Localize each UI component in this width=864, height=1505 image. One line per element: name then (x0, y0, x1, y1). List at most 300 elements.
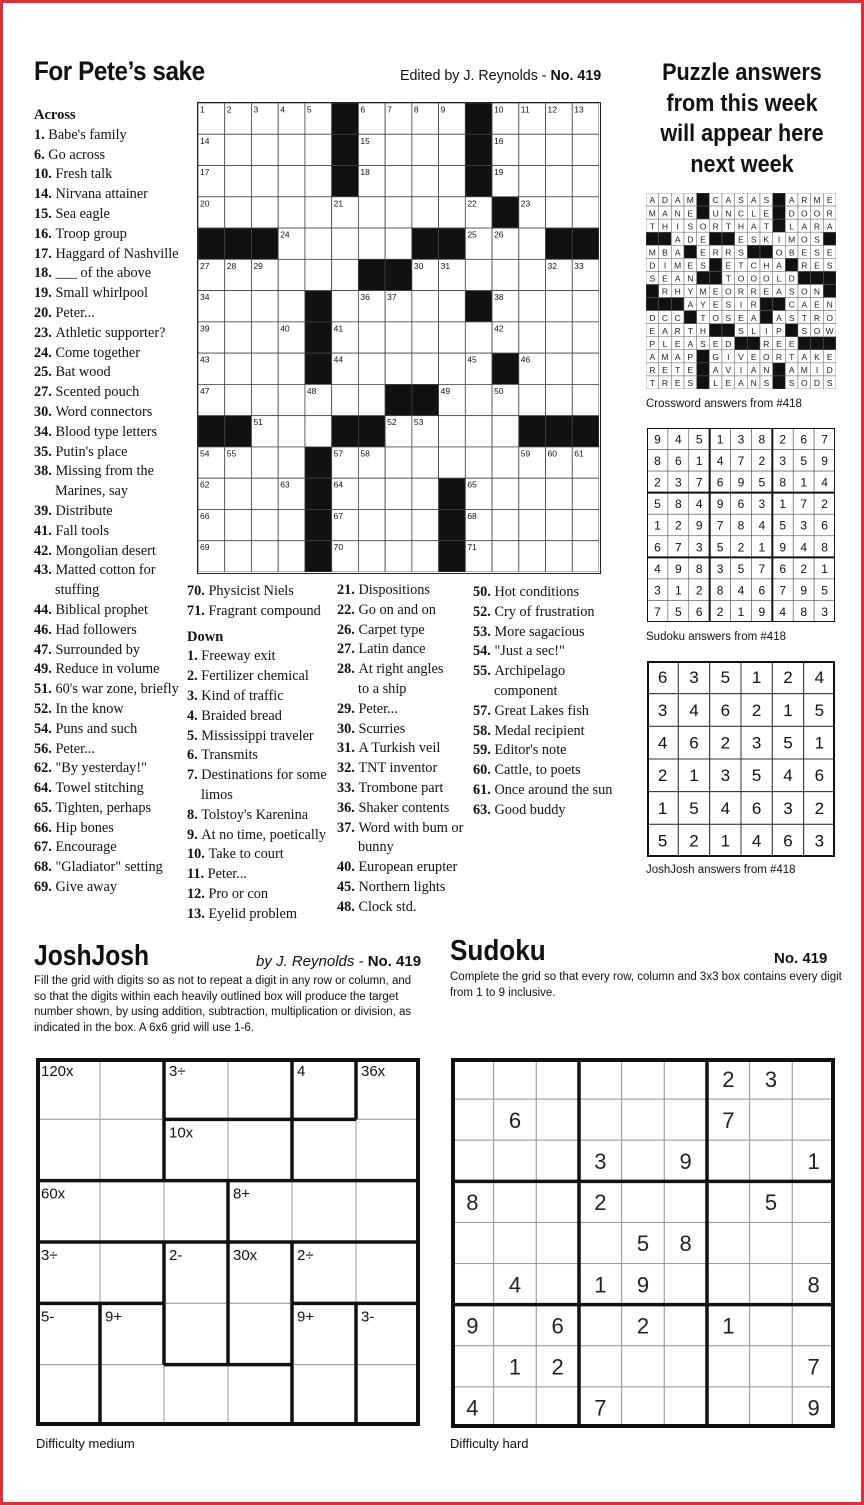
answer-letter: U (712, 208, 719, 219)
joshjosh-cell[interactable] (228, 1365, 292, 1426)
sudoku-cell[interactable] (579, 1305, 622, 1346)
sudoku-cell[interactable] (664, 1181, 707, 1222)
sudoku-answer-digit: 6 (779, 561, 787, 576)
answer-letter: S (763, 378, 770, 389)
answer-letter: D (649, 312, 656, 323)
sudoku-cell[interactable] (707, 1346, 750, 1387)
crossword-cell[interactable] (358, 478, 385, 509)
crossword-cell[interactable] (546, 197, 573, 228)
crossword-cell[interactable] (439, 166, 466, 197)
clue-number: 30. (337, 720, 359, 737)
joshjosh-cell[interactable] (36, 1365, 100, 1426)
answer-letter: E (750, 351, 757, 362)
clue-number: 37. (337, 819, 359, 836)
cell-number: 63 (280, 479, 290, 490)
crossword-cell[interactable] (251, 478, 278, 509)
sudoku-cell[interactable] (451, 1140, 494, 1181)
crossword-cell[interactable] (251, 291, 278, 322)
clue (34, 443, 179, 463)
clue-number: 38. (34, 463, 56, 480)
sudoku-cell[interactable] (579, 1058, 622, 1099)
crossword-cell[interactable] (572, 322, 599, 353)
crossword-cell[interactable] (251, 384, 278, 415)
joshjosh-cell[interactable] (228, 1303, 292, 1364)
crossword-cell[interactable] (439, 416, 466, 447)
sudoku-cell[interactable] (536, 1140, 579, 1181)
crossword-cell[interactable] (465, 259, 492, 290)
crossword-cell[interactable] (465, 384, 492, 415)
crossword-cell[interactable] (251, 447, 278, 478)
crossword-cell[interactable] (572, 509, 599, 540)
across-heading: Across (34, 107, 76, 123)
crossword-cell[interactable] (439, 447, 466, 478)
clue-text: At no time, poetically (201, 826, 326, 843)
crossword-cell[interactable] (332, 384, 359, 415)
crossword-cell[interactable] (225, 197, 252, 228)
sudoku-cell[interactable] (792, 1058, 835, 1099)
sudoku-cell[interactable] (707, 1181, 750, 1222)
clue-continuation: limos (201, 786, 233, 803)
crossword-cell[interactable] (278, 291, 305, 322)
answer-letter: A (662, 325, 668, 336)
crossword-cell[interactable] (519, 478, 546, 509)
clue (337, 739, 463, 759)
answer-letter: A (788, 195, 795, 206)
sudoku-answer-digit: 2 (779, 432, 787, 447)
crossword-cell[interactable] (492, 541, 519, 572)
crossword-cell[interactable] (572, 541, 599, 572)
sudoku-cell[interactable] (622, 1346, 665, 1387)
joshjosh-answer-digit: 2 (720, 733, 731, 753)
joshjosh-cell[interactable] (36, 1119, 100, 1180)
crossword-cell[interactable] (572, 353, 599, 384)
crossword-cell[interactable] (519, 291, 546, 322)
crossword-cell[interactable] (385, 322, 412, 353)
clue-number: 5. (187, 727, 202, 744)
crossword-cell[interactable] (572, 291, 599, 322)
answer-letter: A (662, 208, 668, 219)
sudoku-cell[interactable] (579, 1346, 622, 1387)
sudoku-answer-digit: 9 (716, 497, 724, 512)
joshjosh-cell[interactable] (100, 1365, 164, 1426)
crossword-cell[interactable] (412, 353, 439, 384)
crossword-cell[interactable] (278, 134, 305, 165)
crossword-cell[interactable] (492, 447, 519, 478)
crossword-cell[interactable] (546, 166, 573, 197)
crossword-cell[interactable] (546, 291, 573, 322)
crossword-cell[interactable] (278, 197, 305, 228)
crossword-cell[interactable] (412, 322, 439, 353)
crossword-cell[interactable] (519, 228, 546, 259)
crossword-cell[interactable] (519, 509, 546, 540)
crossword-cell[interactable] (225, 509, 252, 540)
answer-letter: M (686, 195, 694, 206)
crossword-cell[interactable] (412, 447, 439, 478)
crossword-cell[interactable] (358, 353, 385, 384)
sudoku-given-digit: 1 (722, 1313, 735, 1339)
sudoku-cell[interactable] (750, 1222, 793, 1263)
answer-letter: A (687, 299, 694, 310)
sudoku-given-digit: 2 (551, 1354, 564, 1380)
sudoku-answer-digit: 2 (674, 518, 682, 533)
joshjosh-cell[interactable] (164, 1365, 228, 1426)
crossword-cell[interactable] (278, 353, 305, 384)
clue-column-3 (337, 581, 463, 918)
sudoku-answer-digit: 9 (821, 454, 828, 469)
crossword-cell[interactable] (251, 353, 278, 384)
crossword-cell[interactable] (358, 322, 385, 353)
sudoku-given-digit: 8 (466, 1190, 479, 1216)
joshjosh-cell[interactable] (100, 1181, 164, 1242)
clue (34, 700, 179, 720)
cell-number: 38 (494, 292, 504, 303)
crossword-cell[interactable] (358, 228, 385, 259)
crossword-cell[interactable] (251, 197, 278, 228)
sudoku-cell[interactable] (494, 1058, 537, 1099)
sudoku-cell[interactable] (792, 1305, 835, 1346)
sudoku-cell[interactable] (750, 1099, 793, 1140)
crossword-cell[interactable] (278, 541, 305, 572)
crossword-cell[interactable] (278, 166, 305, 197)
crossword-cell[interactable] (412, 134, 439, 165)
crossword-cell[interactable] (225, 166, 252, 197)
crossword-cell[interactable] (251, 509, 278, 540)
black-square (412, 384, 439, 415)
cell-number: 13 (574, 104, 584, 115)
crossword-cell[interactable] (519, 166, 546, 197)
sudoku-cell[interactable] (494, 1305, 537, 1346)
cell-number: 44 (333, 354, 344, 365)
crossword-cell[interactable] (225, 353, 252, 384)
sudoku-answer-digit: 5 (779, 518, 787, 533)
clue-number: 56. (34, 740, 56, 757)
crossword-cell[interactable] (546, 134, 573, 165)
crossword-cell[interactable] (305, 134, 332, 165)
sudoku-cell[interactable] (536, 1058, 579, 1099)
sudoku-cell[interactable] (622, 1181, 665, 1222)
crossword-cell[interactable] (519, 384, 546, 415)
crossword-cell[interactable] (305, 166, 332, 197)
sudoku-cell[interactable] (750, 1264, 793, 1305)
joshjosh-cell[interactable] (356, 1181, 420, 1242)
crossword-cell[interactable] (385, 478, 412, 509)
sudoku-cell[interactable] (792, 1222, 835, 1263)
answer-letter: E (712, 338, 719, 349)
joshjosh-cell[interactable] (356, 1119, 420, 1180)
black-square (225, 228, 252, 259)
sudoku-cell[interactable] (451, 1264, 494, 1305)
crossword-cell[interactable] (385, 509, 412, 540)
sudoku-cell[interactable] (579, 1222, 622, 1263)
sudoku-cell[interactable] (622, 1387, 665, 1428)
crossword-cell[interactable] (385, 197, 412, 228)
crossword-cell[interactable] (492, 416, 519, 447)
crossword-cell[interactable] (278, 259, 305, 290)
answer-letter: R (813, 312, 821, 323)
sudoku-cell[interactable] (664, 1346, 707, 1387)
clue-number: 58. (473, 722, 495, 739)
clue (34, 502, 179, 522)
black-square (358, 259, 385, 290)
joshjosh-answer-digit: 4 (814, 668, 825, 688)
crossword-cell[interactable] (385, 541, 412, 572)
clue-number: 70. (187, 583, 209, 599)
crossword-cell[interactable] (225, 384, 252, 415)
crossword-cell[interactable] (225, 291, 252, 322)
sudoku-cell[interactable] (451, 1346, 494, 1387)
crossword-cell[interactable] (385, 166, 412, 197)
sudoku-answer-digit: 2 (737, 540, 745, 555)
sudoku-cell[interactable] (664, 1058, 707, 1099)
crossword-cell[interactable] (412, 509, 439, 540)
crossword-cell[interactable] (278, 447, 305, 478)
crossword-cell[interactable] (358, 541, 385, 572)
crossword-cell[interactable] (439, 353, 466, 384)
crossword-cell[interactable] (439, 134, 466, 165)
crossword-cell[interactable] (305, 228, 332, 259)
crossword-cell[interactable] (305, 259, 332, 290)
sudoku-cell[interactable] (707, 1264, 750, 1305)
clue-text: Latin dance (358, 641, 426, 658)
crossword-cell[interactable] (572, 478, 599, 509)
sudoku-cell[interactable] (622, 1099, 665, 1140)
crossword-cell[interactable] (305, 416, 332, 447)
sudoku-cell[interactable] (579, 1099, 622, 1140)
joshjosh-cell[interactable] (164, 1303, 228, 1364)
answer-letter: V (738, 351, 744, 362)
crossword-cell[interactable] (385, 353, 412, 384)
sudoku-answer-digit: 7 (737, 454, 745, 469)
crossword-cell[interactable] (492, 478, 519, 509)
sudoku-cell[interactable] (792, 1181, 835, 1222)
crossword-cell[interactable] (385, 447, 412, 478)
cell-number: 36 (360, 292, 370, 303)
answer-letter: A (801, 299, 808, 310)
sudoku-cell[interactable] (536, 1222, 579, 1263)
answer-letter: A (674, 195, 681, 206)
sudoku-cell[interactable] (664, 1099, 707, 1140)
sudoku-cell[interactable] (707, 1387, 750, 1428)
answer-letter: N (750, 378, 757, 389)
cell-number: 15 (360, 135, 370, 146)
sudoku-cell[interactable] (664, 1264, 707, 1305)
black-square (465, 134, 492, 165)
crossword-cell[interactable] (251, 166, 278, 197)
sudoku-answer-digit: 9 (674, 561, 682, 576)
clue (337, 581, 463, 601)
clue (34, 779, 179, 799)
crossword-cell[interactable] (519, 259, 546, 290)
joshjosh-cell[interactable] (228, 1119, 292, 1180)
answer-black-square (646, 298, 659, 311)
crossword-cell[interactable] (546, 384, 573, 415)
clue (187, 845, 327, 865)
answer-letter: T (649, 221, 655, 232)
joshjosh-cell[interactable] (164, 1181, 228, 1242)
clue-number: 30. (34, 403, 56, 420)
crossword-cell[interactable] (358, 509, 385, 540)
sudoku-cell[interactable] (750, 1305, 793, 1346)
crossword-cell[interactable] (412, 166, 439, 197)
crossword-cell[interactable] (278, 509, 305, 540)
crossword-cell[interactable] (572, 384, 599, 415)
clue-text: Babe's family (48, 126, 127, 143)
crossword-cell[interactable] (546, 353, 573, 384)
clue (337, 621, 463, 641)
answer-black-square (823, 271, 836, 284)
clue (473, 781, 612, 801)
sudoku-cell[interactable] (536, 1099, 579, 1140)
answer-black-square (811, 271, 824, 284)
sudoku-cell[interactable] (792, 1099, 835, 1140)
sudoku-answer-digit: 1 (674, 583, 682, 598)
joshjosh-cell[interactable] (100, 1058, 164, 1119)
crossword-cell[interactable] (225, 322, 252, 353)
crossword-cell[interactable] (465, 447, 492, 478)
joshjosh-cell[interactable] (356, 1365, 420, 1426)
crossword-cell[interactable] (492, 259, 519, 290)
sudoku-cell[interactable] (451, 1099, 494, 1140)
sudoku-cell[interactable] (536, 1181, 579, 1222)
joshjosh-number: No. 419 (367, 953, 422, 970)
clue (187, 806, 327, 826)
crossword-cell[interactable] (546, 509, 573, 540)
sudoku-answer-digit: 7 (674, 540, 682, 555)
crossword-cell[interactable] (358, 384, 385, 415)
joshjosh-cell[interactable] (100, 1119, 164, 1180)
crossword-cell[interactable] (439, 322, 466, 353)
answer-letter: E (712, 299, 719, 310)
crossword-cell[interactable] (332, 259, 359, 290)
clue-text: ___ of the above (55, 265, 152, 282)
crossword-cell[interactable] (546, 541, 573, 572)
crossword-cell[interactable] (332, 228, 359, 259)
crossword-cell[interactable] (251, 134, 278, 165)
clue (34, 680, 179, 700)
sudoku-answer-digit: 4 (779, 604, 787, 619)
sudoku-cell[interactable] (451, 1222, 494, 1263)
answer-black-square (684, 245, 697, 258)
crossword-cell[interactable] (519, 541, 546, 572)
joshjosh-cell[interactable] (292, 1181, 356, 1242)
clue-number: 52. (473, 603, 495, 620)
answer-black-square (722, 232, 735, 245)
clue-number: 46. (34, 621, 56, 638)
answer-letter: C (788, 299, 795, 310)
clue (337, 640, 463, 660)
sudoku-cell[interactable] (664, 1387, 707, 1428)
sudoku-difficulty: Difficulty hard (450, 1436, 529, 1451)
sudoku-answer-digit: 7 (695, 475, 703, 490)
crossword-cell[interactable] (412, 291, 439, 322)
crossword-cell[interactable] (278, 384, 305, 415)
sudoku-cell[interactable] (494, 1181, 537, 1222)
cell-number: 23 (520, 198, 531, 209)
crossword-cell[interactable] (385, 134, 412, 165)
crossword-cell[interactable] (251, 541, 278, 572)
sudoku-cell[interactable] (494, 1140, 537, 1181)
clue-number: 69. (34, 879, 56, 896)
crossword-cell[interactable] (572, 197, 599, 228)
clue (34, 660, 179, 680)
sudoku-cell[interactable] (707, 1140, 750, 1181)
sudoku-cell[interactable] (494, 1222, 537, 1263)
sudoku-cell[interactable] (622, 1058, 665, 1099)
crossword-cell[interactable] (465, 322, 492, 353)
answer-black-square (671, 298, 684, 311)
sudoku-cell[interactable] (494, 1387, 537, 1428)
crossword-cell[interactable] (412, 197, 439, 228)
sudoku-answer-digit: 2 (821, 497, 828, 512)
clue (187, 885, 327, 905)
crossword-cell[interactable] (412, 541, 439, 572)
crossword-cell[interactable] (412, 478, 439, 509)
sudoku-cell[interactable] (750, 1140, 793, 1181)
sudoku-cell[interactable] (536, 1387, 579, 1428)
sudoku-given-digit: 9 (807, 1395, 820, 1421)
crossword-cell[interactable] (225, 541, 252, 572)
answer-black-square (760, 245, 773, 258)
crossword-cell[interactable] (572, 134, 599, 165)
crossword-cell[interactable] (546, 322, 573, 353)
crossword-cell[interactable] (465, 416, 492, 447)
answer-black-square (798, 271, 811, 284)
crossword-cell[interactable] (439, 197, 466, 228)
clue (34, 363, 179, 383)
clue-number: 4. (187, 707, 202, 724)
clue-number: 42. (34, 542, 56, 559)
sudoku-cell[interactable] (451, 1058, 494, 1099)
joshjosh-cell[interactable] (100, 1242, 164, 1303)
crossword-cell[interactable] (572, 166, 599, 197)
crossword-cell[interactable] (225, 134, 252, 165)
sudoku-answer-digit: 4 (716, 454, 724, 469)
sudoku-cell[interactable] (750, 1387, 793, 1428)
cage-label: 3- (361, 1308, 375, 1326)
sudoku-given-digit: 8 (807, 1272, 820, 1298)
sudoku-cell[interactable] (707, 1222, 750, 1263)
crossword-cell[interactable] (251, 322, 278, 353)
crossword-cell[interactable] (519, 134, 546, 165)
joshjosh-cell[interactable] (228, 1058, 292, 1119)
sudoku-cell[interactable] (750, 1346, 793, 1387)
crossword-cell[interactable] (278, 416, 305, 447)
crossword-cell[interactable] (385, 228, 412, 259)
cell-number: 59 (520, 448, 531, 459)
clue-text: Transmits (201, 747, 258, 764)
answer-black-square (773, 376, 786, 389)
crossword-cell[interactable] (519, 322, 546, 353)
crossword-cell[interactable] (358, 197, 385, 228)
sudoku-cell[interactable] (622, 1140, 665, 1181)
answer-letter: A (712, 365, 719, 376)
crossword-cell[interactable] (439, 291, 466, 322)
clue-text: Pro or con (208, 885, 269, 902)
joshjosh-cell[interactable] (356, 1242, 420, 1303)
crossword-cell[interactable] (546, 478, 573, 509)
crossword-cell[interactable] (225, 478, 252, 509)
answer-letter: A (725, 195, 732, 206)
cell-number: 40 (280, 323, 290, 334)
crossword-cell[interactable] (332, 291, 359, 322)
crossword-cell[interactable] (305, 197, 332, 228)
sudoku-cell[interactable] (536, 1264, 579, 1305)
joshjosh-cell[interactable] (292, 1365, 356, 1426)
editor-text: Edited by J. Reynolds - (400, 67, 547, 84)
joshjosh-cell[interactable] (292, 1119, 356, 1180)
crossword-cell[interactable] (492, 509, 519, 540)
sudoku-cell[interactable] (664, 1305, 707, 1346)
